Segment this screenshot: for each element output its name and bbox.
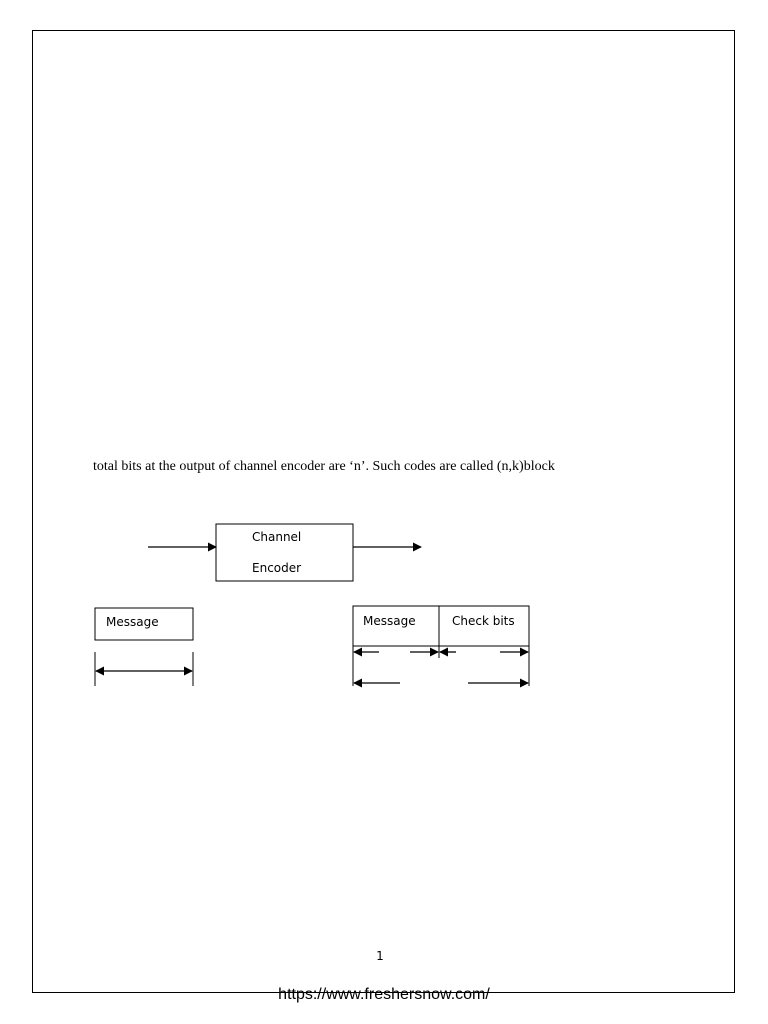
footer-url[interactable]: https://www.freshersnow.com/ — [278, 986, 490, 1003]
encoder-label-line2: Encoder — [252, 561, 302, 575]
encoder-label-line1: Channel — [252, 530, 302, 544]
page-number: 1 — [376, 949, 384, 963]
output-message-label: Message — [363, 614, 416, 628]
body-text-line: total bits at the output of channel encoder are ‘n’. Such codes are called (n,k)block — [93, 459, 555, 474]
output-check-bits-label: Check bits — [452, 614, 515, 628]
input-message-label: Message — [106, 615, 159, 629]
